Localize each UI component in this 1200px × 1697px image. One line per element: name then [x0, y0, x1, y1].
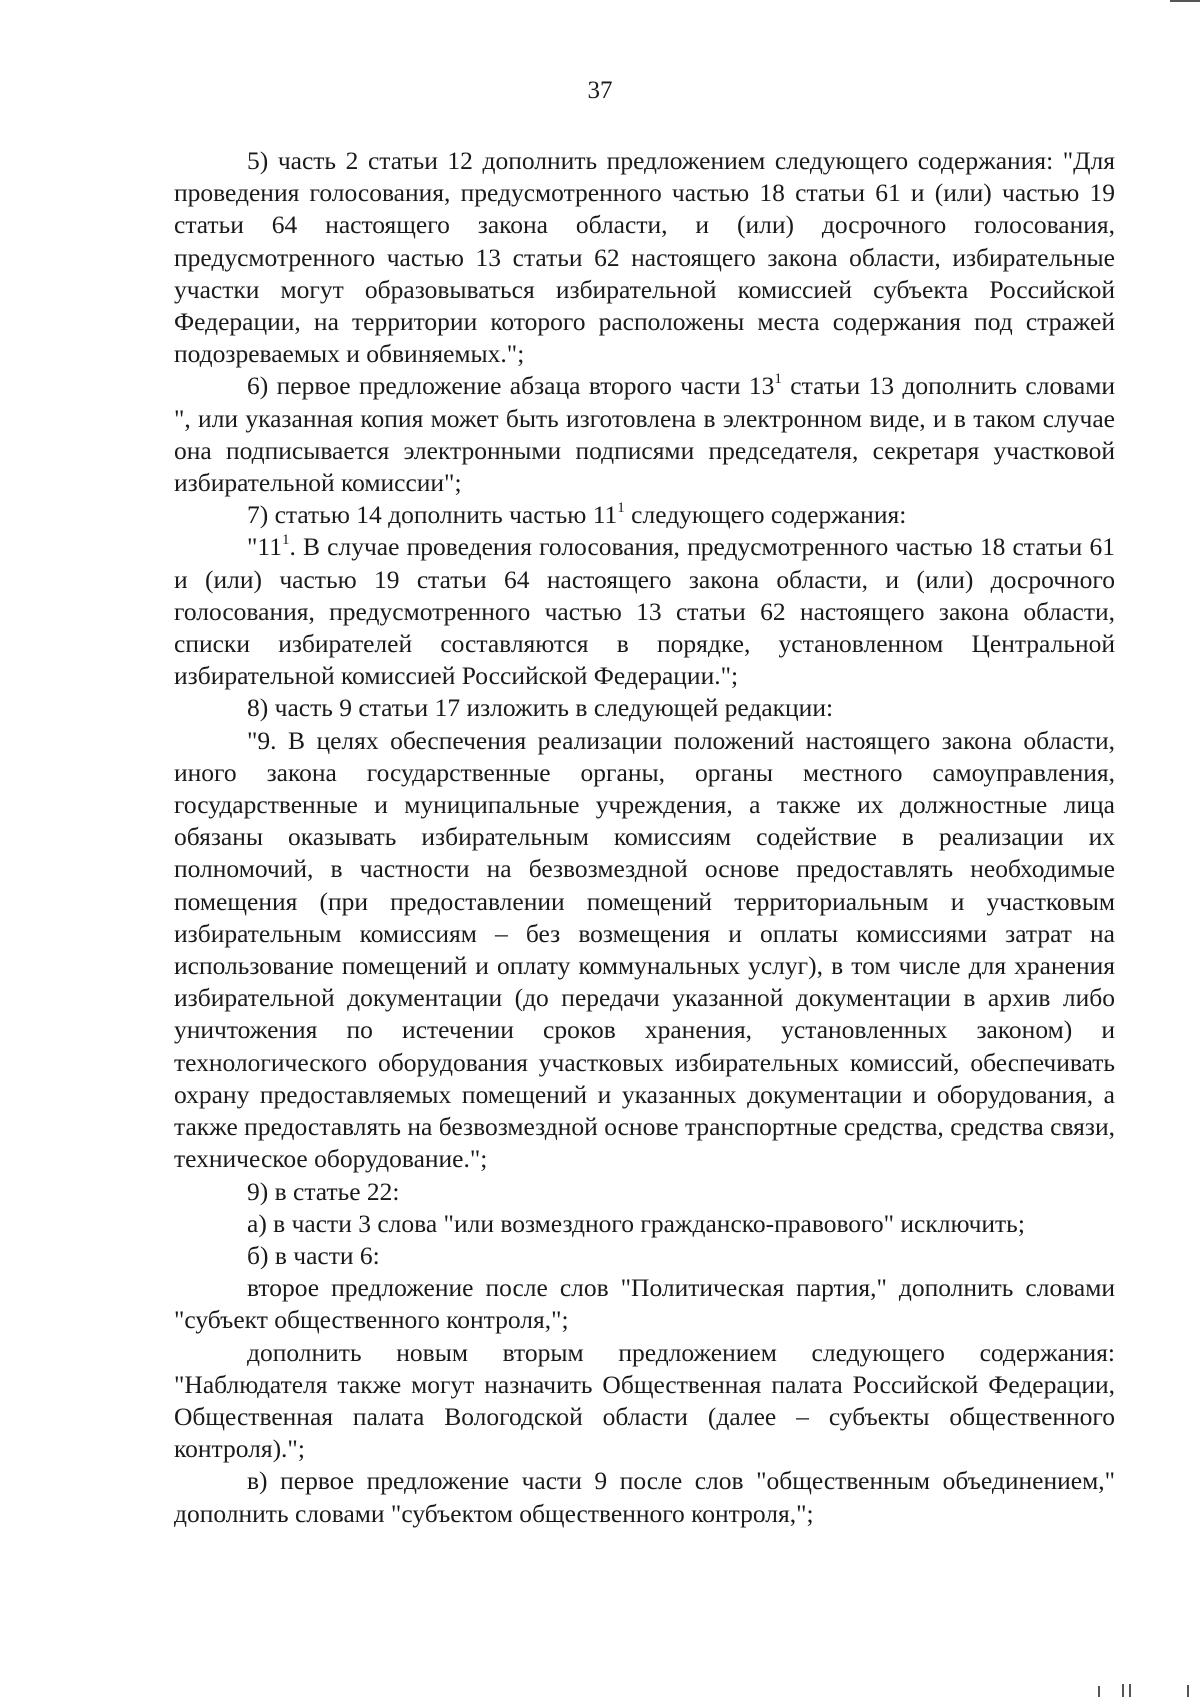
scan-mark-bottom-right-2 [1122, 1684, 1124, 1697]
scan-mark-bottom-right-1 [1098, 1686, 1100, 1697]
paragraph-p9a [174, 1208, 1115, 1240]
scan-mark-top-right [1170, 0, 1200, 2]
page-number: 37 [587, 77, 613, 104]
paragraph-p7 [174, 499, 1115, 531]
paragraph-p8a [174, 725, 1115, 1176]
superscript: 1 [774, 370, 782, 387]
text-segment: 8) часть 9 статьи 17 изложить в следующей редакции: [247, 693, 834, 723]
text-segment: дополнить новым вторым предложением следующего содержания: "Наблюдателя также могут назначить Общественная палата Российской Федерации, Общественная палата Вологодской области (далее – субъекты общественного контроля)."; [174, 1337, 1115, 1464]
paragraph-p9 [174, 1176, 1115, 1208]
scan-mark-bottom-right-3 [1129, 1684, 1131, 1697]
superscript: 1 [281, 531, 290, 548]
paragraph-p7a [174, 531, 1115, 692]
text-segment: 6) первое предложение абзаца второго части 13 [247, 371, 775, 401]
paragraph-p9b [174, 1240, 1115, 1272]
text-segment: 5) часть 2 статьи 12 дополнить предложением следующего содержания: "Для проведения голосования, предусмотренного частью 18 статьи 61 и (или) частью 19 статьи 64 настоящего закона области, и (или) досрочного голосования, предусмотренного частью 13 статьи 62 настоящего закона области, избирательные участки могут образовываться избирательной комиссией субъекта Российской Федерации, на территории которого расположены места содержания под стражей подозреваемых и обвиняемых."; [174, 146, 1115, 369]
paragraph-p6 [174, 370, 1115, 499]
document-body [174, 145, 1115, 1530]
text-segment: в) первое предложение части 9 после слов "общественным объединением," дополнить словами "субъектом общественного контроля,"; [174, 1466, 1115, 1528]
paragraph-p5 [174, 145, 1115, 370]
text-segment: статьи 13 дополнить словами ", или указанная копия может быть изготовлена в электронном виде, и в таком случае она подписывается электронными подписями председателя, секретаря участковой избирательной комиссии"; [174, 371, 1116, 498]
text-segment: "9. В целях обеспечения реализации положений настоящего закона области, иного закона государственные органы, органы местного самоуправления, государственные и муниципальные учреждения, а также их должностные лица обязаны оказывать избирательным комиссиям содействие в реализации их полномочий, в частности на безвозмездной основе предоставлять необходимые помещения (при предоставлении помещений территориальным и участковым избирательным комиссиям – без возмещения и оплаты комиссиями затрат на использование помещений и оплату коммунальных услуг), в том числе для хранения избирательной документации (до передачи указанной документации в архив либо уничтожения по истечении сроков хранения, установленных законом) и технологического оборудования участковых избирательных комиссий, обеспечивать охрану предоставляемых помещений и указанных документации и оборудования, а также предоставлять на безвозмездной основе транспортные средства, средства связи, техническое оборудование."; [174, 725, 1115, 1174]
text-segment: 9) в статье 22: [247, 1176, 400, 1206]
text-segment: "11 [247, 532, 282, 562]
paragraph-p9b1 [174, 1272, 1115, 1336]
text-segment: б) в части 6: [247, 1240, 380, 1270]
text-segment: второе предложение после слов "Политическая партия," дополнить словами "субъект общественного контроля,"; [174, 1273, 1115, 1335]
text-segment: следующего содержания: [624, 500, 907, 530]
text-segment: а) в части 3 слова "или возмездного гражданско-правового" исключить; [247, 1208, 1025, 1238]
paragraph-p9b2 [174, 1337, 1115, 1466]
text-segment: . В случае проведения голосования, предусмотренного частью 18 статьи 61 и (или) частью 19 статьи 64 настоящего закона области, и (или) досрочного голосования, предусмотренного частью 13 статьи 62 настоящего закона области, списки избирателей составляются в порядке, установленном Центральной избирательной комиссией Российской Федерации."; [174, 532, 1115, 691]
text-segment: 7) статью 14 дополнить частью 11 [247, 500, 618, 530]
paragraph-p8 [174, 692, 1115, 724]
superscript: 1 [617, 499, 625, 516]
scan-mark-bottom-right-4 [1187, 1685, 1189, 1697]
paragraph-p9c [174, 1465, 1115, 1529]
